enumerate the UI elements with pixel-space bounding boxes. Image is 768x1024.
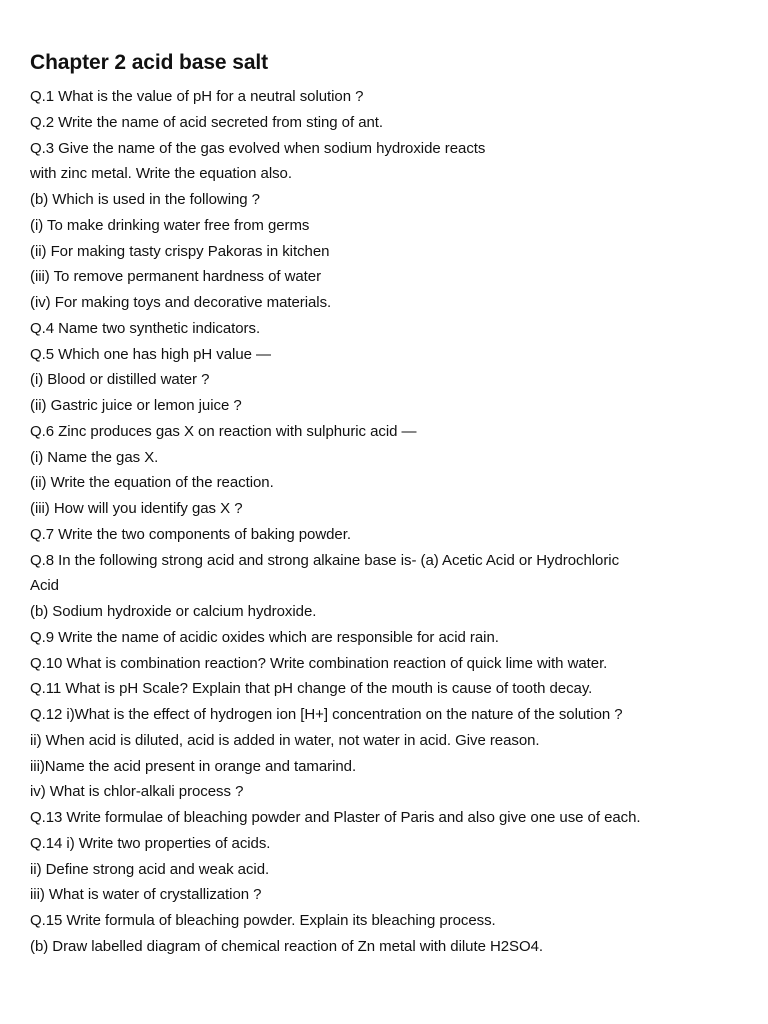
question-line: iv) What is chlor-alkali process ? bbox=[30, 783, 244, 801]
question-line: with zinc metal. Write the equation also. bbox=[30, 165, 292, 183]
question-line: (ii) For making tasty crispy Pakoras in kitchen bbox=[30, 242, 330, 260]
question-line: Q.13 Write formulae of bleaching powder and Plaster of Paris and also give one use of each. bbox=[30, 809, 641, 826]
question-line: ii) Define strong acid and weak acid. bbox=[30, 860, 270, 878]
question-line: (i) Blood or distilled water ? bbox=[30, 371, 210, 389]
question-line: Q.8 In the following strong acid and strong alkaine base is- (a) Acetic Acid or Hydrochloric bbox=[30, 551, 620, 569]
question-line: iii) What is water of crystallization ? bbox=[30, 886, 262, 904]
question-line: Q.4 Name two synthetic indicators. bbox=[30, 319, 261, 337]
question-line: (i) To make drinking water free from germs bbox=[30, 216, 310, 234]
question-line: (iii) How will you identify gas X ? bbox=[30, 500, 243, 517]
page-title: Chapter 2 acid base salt bbox=[30, 51, 269, 74]
question-list bbox=[30, 84, 742, 960]
question-line: Q.12 i)What is the effect of hydrogen ion [H+] concentration on the nature of the solution ? bbox=[30, 706, 623, 723]
question-line: (b) Draw labelled diagram of chemical reaction of Zn metal with dilute H2SO4. bbox=[30, 937, 544, 955]
question-line: Q.11 What is pH Scale? Explain that pH change of the mouth is cause of tooth decay. bbox=[30, 680, 593, 698]
question-line: Q.7 Write the two components of baking powder. bbox=[30, 525, 351, 543]
question-line: Q.14 i) Write two properties of acids. bbox=[30, 834, 271, 852]
document-page bbox=[30, 48, 742, 960]
question-line: Q.2 Write the name of acid secreted from sting of ant. bbox=[30, 113, 384, 131]
question-line: (iv) For making toys and decorative materials. bbox=[30, 294, 332, 311]
question-line: (iii) To remove permanent hardness of water bbox=[30, 268, 322, 286]
question-line: (i) Name the gas X. bbox=[30, 448, 159, 466]
question-line: (b) Sodium hydroxide or calcium hydroxide. bbox=[30, 603, 317, 620]
question-line: iii)Name the acid present in orange and tamarind. bbox=[30, 757, 357, 775]
question-line: Q.6 Zinc produces gas X on reaction with sulphuric acid — bbox=[30, 422, 417, 440]
question-line: Acid bbox=[30, 577, 59, 595]
question-line: ii) When acid is diluted, acid is added in water, not water in acid. Give reason. bbox=[30, 731, 540, 749]
question-line: (b) Which is used in the following ? bbox=[30, 191, 260, 208]
question-line: (ii) Gastric juice or lemon juice ? bbox=[30, 397, 242, 414]
question-line: Q.10 What is combination reaction? Write combination reaction of quick lime with water. bbox=[30, 654, 608, 672]
question-line: (ii) Write the equation of the reaction. bbox=[30, 474, 274, 492]
question-line: Q.1 What is the value of pH for a neutral solution ? bbox=[30, 88, 364, 105]
question-line: Q.5 Which one has high pH value — bbox=[30, 345, 271, 363]
question-line: Q.3 Give the name of the gas evolved when sodium hydroxide reacts bbox=[30, 139, 486, 157]
question-line: Q.9 Write the name of acidic oxides which are responsible for acid rain. bbox=[30, 628, 499, 646]
question-line: Q.15 Write formula of bleaching powder. Explain its bleaching process. bbox=[30, 912, 496, 929]
